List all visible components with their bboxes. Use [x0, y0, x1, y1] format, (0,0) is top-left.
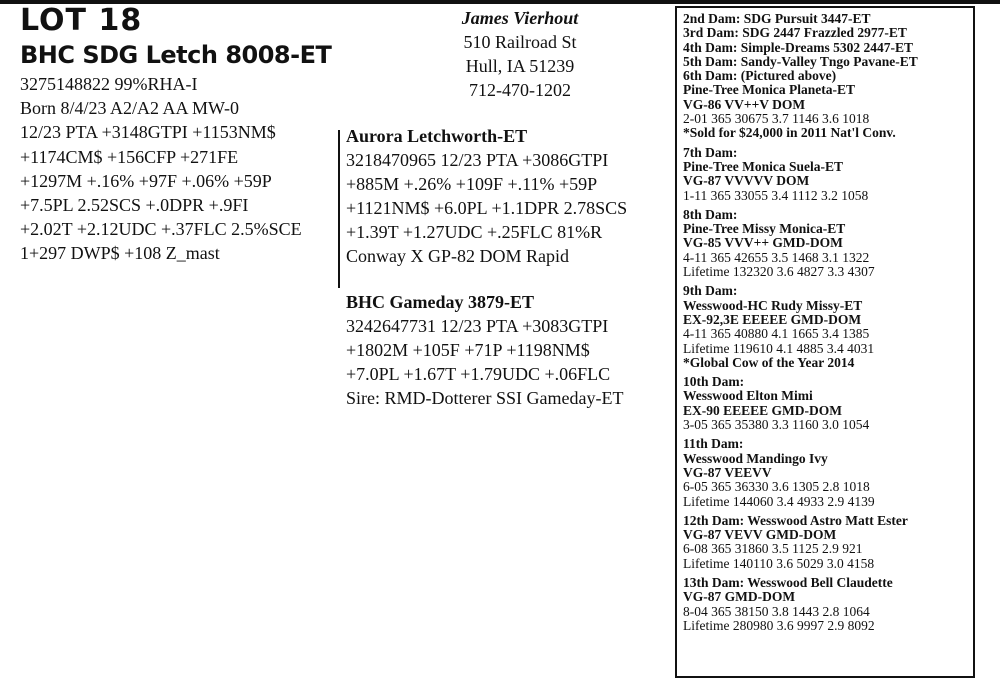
pedigree-entry [683, 437, 969, 508]
animal-line: +1174CM$ +156CFP +271FE [20, 146, 239, 167]
pedigree-line: 6-05 365 36330 3.6 1305 2.8 1018 [683, 479, 870, 495]
pedigree-line: Wesswood Elton Mimi [683, 388, 813, 404]
pedigree-line: 4-11 365 42655 3.5 1468 3.1 1322 [683, 249, 870, 265]
pedigree-entry [683, 146, 969, 203]
sire-line: Conway X GP-82 DOM Rapid [346, 246, 569, 266]
sire-line: +1.39T +1.27UDC +.25FLC 81%R [346, 222, 603, 242]
pedigree-line: 11th Dam: [683, 436, 744, 452]
pedigree-line: VG-87 VEVV GMD-DOM [683, 527, 837, 543]
pedigree-line: 10th Dam: [683, 374, 745, 390]
dam-line: +1802M +105F +71P +1198NM$ [346, 340, 590, 360]
pedigree-line: 3-05 365 35380 3.3 1160 3.0 1054 [683, 417, 870, 433]
pedigree-line: 12th Dam: Wesswood Astro Matt Ester [683, 512, 908, 528]
pedigree-line: Wesswood-HC Rudy Missy-ET [683, 297, 863, 313]
pedigree-line: 6th Dam: (Pictured above) [683, 68, 837, 84]
animal-name: BHC SDG Letch 8008-ET [20, 41, 332, 69]
pedigree-line: 4-11 365 40880 4.1 1665 3.4 1385 [683, 326, 870, 342]
pedigree-line: 6-08 365 31860 3.5 1125 2.9 921 [683, 541, 863, 557]
animal-line: Born 8/4/23 A2/A2 AA MW-0 [20, 98, 240, 119]
sire-name: Aurora Letchworth-ET [346, 126, 528, 146]
pedigree-line: 5th Dam: Sandy-Valley Tngo Pavane-ET [683, 53, 918, 69]
pedigree-line: Lifetime 140110 3.6 5029 3.0 4158 [683, 555, 875, 571]
sire-line: +1121NM$ +6.0PL +1.1DPR 2.78SCS [346, 198, 628, 218]
pedigree-line: Lifetime 280980 3.6 9997 2.9 8092 [683, 617, 875, 633]
pedigree-line: 1-11 365 33055 3.4 1112 3.2 1058 [683, 187, 869, 203]
animal-line: +1297M +.16% +97F +.06% +59P [20, 170, 272, 191]
pedigree-entry [683, 26, 969, 40]
pedigree-line: Pine-Tree Missy Monica-ET [683, 221, 846, 237]
pedigree-entry [683, 55, 969, 69]
animal-line: 12/23 PTA +3148GTPI +1153NM$ [20, 122, 276, 143]
sire-line: 3218470965 12/23 PTA +3086GTPI [346, 150, 609, 170]
pedigree-line: VG-85 VVV++ GMD-DOM [683, 235, 843, 251]
pedigree-line: Lifetime 144060 3.4 4933 2.9 4139 [683, 493, 875, 509]
owner-phone: 712-470-1202 [469, 80, 571, 100]
pedigree-entry [683, 576, 969, 633]
dam-line: +7.0PL +1.67T +1.79UDC +.06FLC [346, 364, 611, 384]
pedigree-line: 7th Dam: [683, 144, 738, 160]
owner-address: 510 Railroad St [463, 32, 577, 52]
pedigree-entry [683, 12, 969, 26]
pedigree-bracket [338, 130, 340, 288]
pedigree-line: Lifetime 119610 4.1 4885 3.4 4031 [683, 340, 875, 356]
animal-line: 1+297 DWP$ +108 Z_mast [20, 243, 220, 264]
dam-line: 3242647731 12/23 PTA +3083GTPI [346, 316, 609, 336]
lot-number: LOT 18 [20, 3, 143, 38]
animal-line: +2.02T +2.12UDC +.37FLC 2.5%SCE [20, 219, 302, 240]
pedigree-line: *Sold for $24,000 in 2011 Nat'l Conv. [683, 125, 896, 141]
pedigree-line: VG-86 VV++V DOM [683, 96, 806, 112]
pedigree-line: VG-87 GMD-DOM [683, 589, 796, 605]
owner-city: Hull, IA 51239 [465, 56, 575, 76]
pedigree-line: 8th Dam: [683, 206, 738, 222]
pedigree-line: 2nd Dam: SDG Pursuit 3447-ET [683, 11, 871, 26]
pedigree-line: VG-87 VVVVV DOM [683, 173, 810, 189]
pedigree-entry [683, 514, 969, 571]
sire-line: +885M +.26% +109F +.11% +59P [346, 174, 598, 194]
pedigree-line: 4th Dam: Simple-Dreams 5302 2447-ET [683, 39, 913, 55]
pedigree-line: Lifetime 132320 3.6 4827 3.3 4307 [683, 264, 875, 280]
animal-info [20, 72, 350, 266]
animal-line: 3275148822 99%RHA-I [20, 74, 198, 94]
pedigree-line: EX-92,3E EEEEE GMD-DOM [683, 311, 862, 327]
top-rule [0, 0, 1000, 4]
pedigree-line: 13th Dam: Wesswood Bell Claudette [683, 574, 893, 590]
pedigree-line: 9th Dam: [683, 283, 738, 299]
pedigree-line: 2-01 365 30675 3.7 1146 3.6 1018 [683, 111, 870, 127]
pedigree-entry [683, 284, 969, 370]
pedigree-entry [683, 69, 969, 140]
pedigree-line: Wesswood Mandingo Ivy [683, 450, 828, 466]
parents-section [346, 124, 666, 410]
pedigree-entry [683, 375, 969, 432]
dam-line: Sire: RMD-Dotterer SSI Gameday-ET [346, 388, 624, 408]
animal-line: +7.5PL 2.52SCS +.0DPR +.9FI [20, 195, 249, 216]
pedigree-entry [683, 208, 969, 279]
pedigree-line: *Global Cow of the Year 2014 [683, 354, 855, 370]
pedigree-line: VG-87 VEEVV [683, 464, 772, 480]
sire-block [346, 124, 666, 268]
pedigree-line: 3rd Dam: SDG 2447 Frazzled 2977-ET [683, 25, 907, 41]
pedigree-line: Pine-Tree Monica Planeta-ET [683, 82, 855, 98]
owner-contact [425, 6, 615, 102]
pedigree-box [675, 6, 975, 678]
owner-name: James Vierhout [461, 8, 579, 28]
pedigree-line: 8-04 365 38150 3.8 1443 2.8 1064 [683, 603, 870, 619]
dam-name: BHC Gameday 3879-ET [346, 292, 535, 312]
pedigree-entry [683, 41, 969, 55]
dam-block [346, 290, 666, 410]
pedigree-line: EX-90 EEEEE GMD-DOM [683, 402, 843, 418]
pedigree-line: Pine-Tree Monica Suela-ET [683, 158, 843, 174]
